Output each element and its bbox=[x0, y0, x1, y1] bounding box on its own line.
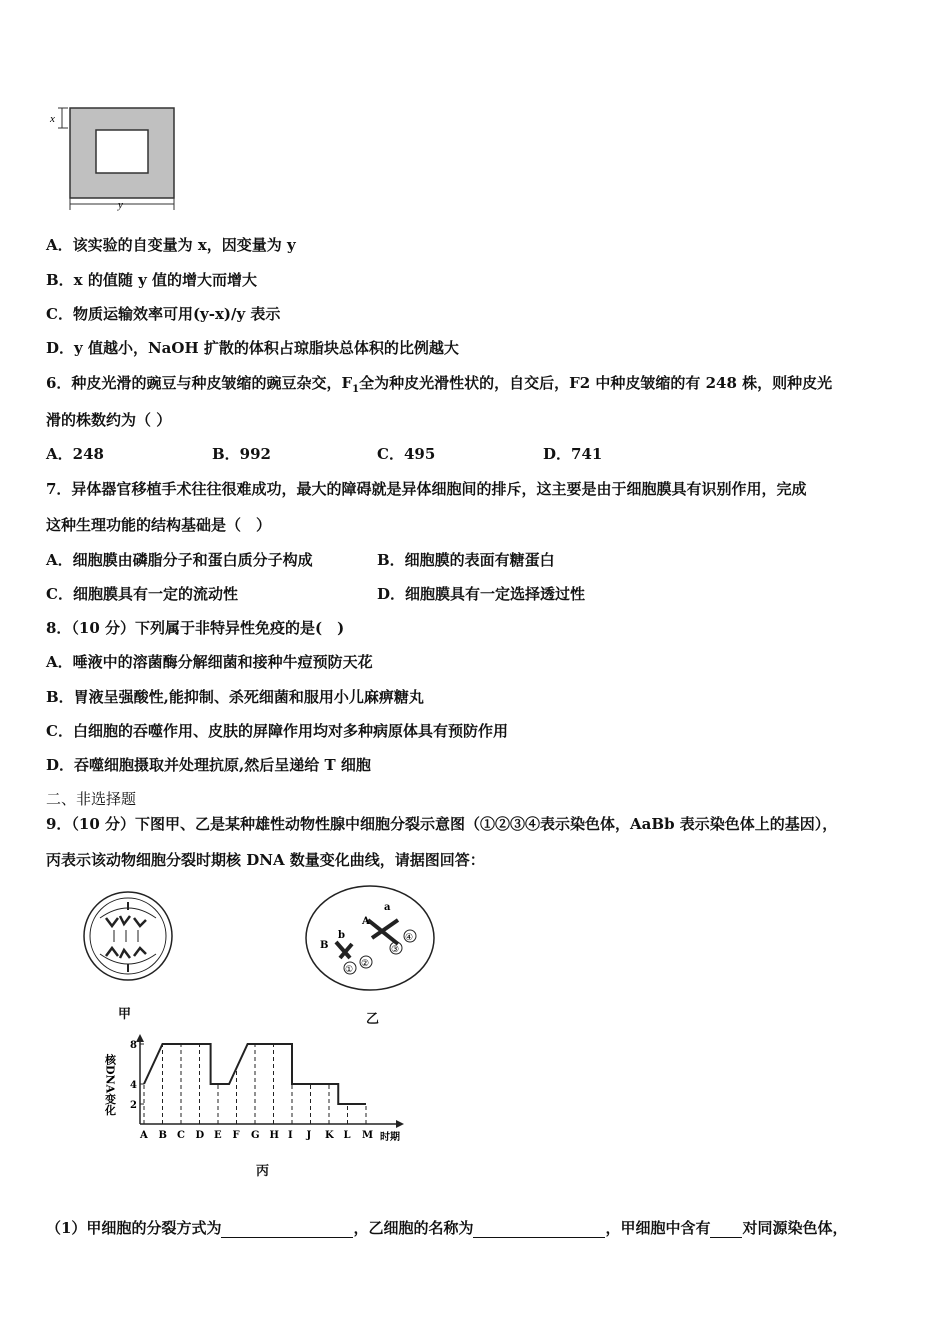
label-b-lower: b bbox=[338, 930, 345, 941]
label-a-upper: A bbox=[362, 916, 370, 927]
x-tick-label: B bbox=[158, 1130, 167, 1141]
x-tick-label: M bbox=[362, 1130, 374, 1141]
answer-blank-2[interactable] bbox=[473, 1221, 605, 1238]
cell-yi-figure bbox=[300, 882, 440, 994]
q8-option-d: D．吞噬细胞摄取并处理抗原,然后呈递给 T 细胞 bbox=[46, 756, 371, 774]
label-x: x bbox=[50, 113, 55, 125]
q7-option-c: C．细胞膜具有一定的流动性 bbox=[46, 585, 238, 603]
x-tick-label: A bbox=[140, 1130, 148, 1141]
chart-xlabel: 时期 bbox=[380, 1132, 400, 1143]
q5-option-d: D．y 值越小，NaOH 扩散的体积占琼脂块总体积的比例越大 bbox=[46, 339, 459, 357]
dna-chart bbox=[104, 1034, 414, 1154]
chart-ylabel: 核DNA变化 bbox=[104, 1054, 117, 1116]
q8-option-a: A．唾液中的溶菌酶分解细菌和接种牛痘预防天花 bbox=[46, 653, 373, 671]
q6-option-d: D．741 bbox=[543, 445, 603, 463]
q9-stem-2: 丙表示该动物细胞分裂时期核 DNA 数量变化曲线，请据图回答： bbox=[46, 851, 485, 869]
q6-stem: 6．种皮光滑的豌豆与种皮皱缩的豌豆杂交，$F_1$全为种皮光滑性状的，自交后，F2 中种皮皱缩的有 248 株，则种皮光 bbox=[46, 374, 833, 395]
q9-sub1: （1）甲细胞的分裂方式为 ，乙细胞的名称为 ，甲细胞中含有 对同源染色体， bbox=[46, 1219, 848, 1237]
q6-stem-2: 滑的株数约为（ ） bbox=[46, 411, 172, 429]
q6-option-a: A．248 bbox=[46, 445, 104, 463]
label-2: ② bbox=[361, 959, 370, 969]
q9-stem: 9．（10 分）下图甲、乙是某种雄性动物性腺中细胞分裂示意图（①②③④表示染色体，AaBb 表示染色体上的基因）， bbox=[46, 815, 838, 833]
q6-option-b: B．992 bbox=[212, 445, 271, 463]
x-tick-label: L bbox=[343, 1130, 351, 1141]
agar-block-figure bbox=[46, 104, 186, 214]
q6-option-c: C．495 bbox=[377, 445, 436, 463]
y-tick-label: 8 bbox=[130, 1040, 137, 1051]
q5-option-b: B．x 的值随 y 值的增大而增大 bbox=[46, 271, 258, 289]
y-axis-arrow bbox=[136, 1034, 144, 1042]
caption-jia: 甲 bbox=[118, 1007, 132, 1022]
caption-yi: 乙 bbox=[366, 1012, 380, 1027]
q8-option-c: C．白细胞的吞噬作用、皮肤的屏障作用均对多种病原体具有预防作用 bbox=[46, 722, 508, 740]
x-axis-arrow bbox=[396, 1120, 404, 1128]
q5-option-a: A．该实验的自变量为 x，因变量为 y bbox=[46, 236, 296, 254]
q7-option-d: D．细胞膜具有一定选择透过性 bbox=[377, 585, 586, 603]
label-4: ④ bbox=[405, 933, 414, 943]
y-tick-label: 4 bbox=[130, 1080, 137, 1091]
label-y: y bbox=[118, 199, 123, 211]
q7-option-a: A．细胞膜由磷脂分子和蛋白质分子构成 bbox=[46, 551, 313, 569]
label-1: ① bbox=[345, 965, 354, 975]
x-tick-label: K bbox=[325, 1130, 334, 1141]
q5-option-c: C．物质运输效率可用(y-x)/y 表示 bbox=[46, 305, 281, 323]
q8-stem: 8．（10 分）下列属于非特异性免疫的是( ) bbox=[46, 619, 345, 637]
y-tick-label: 2 bbox=[130, 1100, 137, 1111]
q7-option-b: B．细胞膜的表面有糖蛋白 bbox=[377, 551, 555, 569]
x-tick-label: F bbox=[232, 1130, 240, 1141]
label-b-upper: B bbox=[320, 940, 329, 951]
x-tick-label: J bbox=[306, 1130, 312, 1141]
q8-option-b: B．胃液呈强酸性,能抑制、杀死细菌和服用小儿麻痹糖丸 bbox=[46, 688, 424, 706]
answer-blank-3[interactable] bbox=[710, 1221, 742, 1238]
cell-jia-figure bbox=[80, 888, 180, 988]
label-a-lower: a bbox=[384, 902, 391, 913]
answer-blank-1[interactable] bbox=[221, 1221, 353, 1238]
x-tick-label: H bbox=[269, 1130, 279, 1141]
x-tick-label: I bbox=[288, 1130, 293, 1141]
x-tick-label: D bbox=[195, 1130, 205, 1141]
section-heading: 二、非选择题 bbox=[46, 790, 137, 808]
caption-bing: 丙 bbox=[256, 1164, 270, 1179]
x-tick-label: E bbox=[214, 1130, 222, 1141]
label-3: ③ bbox=[391, 945, 400, 955]
q7-stem: 7．异体器官移植手术往往很难成功，最大的障碍就是异体细胞间的排斥，这主要是由于细胞膜具有识别作用，完成 bbox=[46, 480, 807, 498]
x-tick-label: G bbox=[251, 1130, 260, 1141]
x-tick-label: C bbox=[177, 1130, 185, 1141]
q7-stem-2: 这种生理功能的结构基础是（ ） bbox=[46, 516, 272, 534]
